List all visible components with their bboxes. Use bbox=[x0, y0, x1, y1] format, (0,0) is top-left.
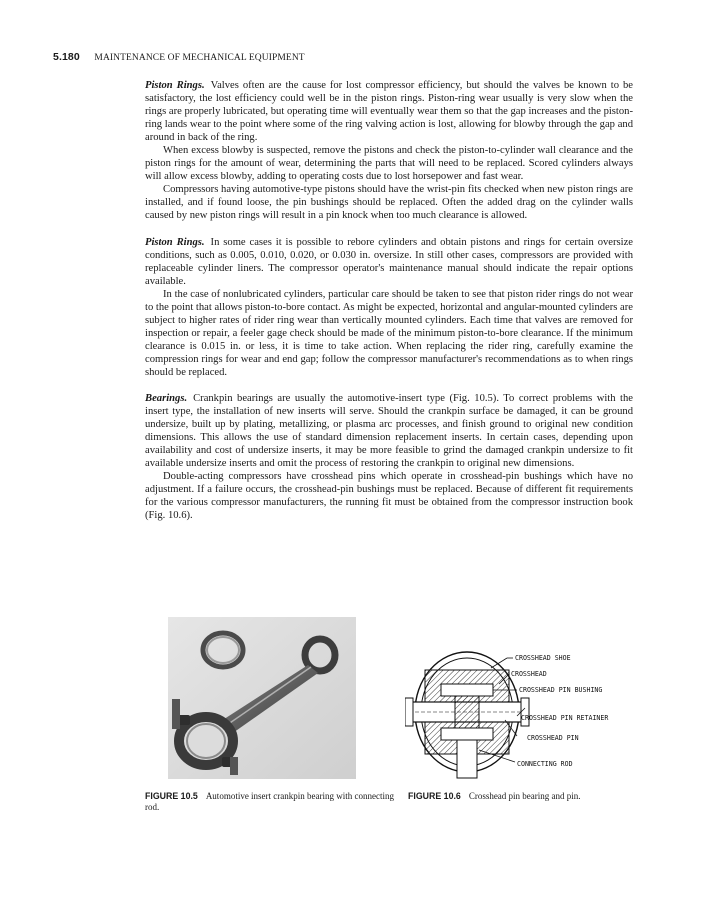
section-heading: Piston Rings. bbox=[145, 236, 205, 248]
figure-10-5-caption bbox=[145, 791, 395, 813]
connecting-rod-photo-icon bbox=[168, 617, 356, 779]
figure-10-5-photo bbox=[168, 617, 356, 779]
label-connecting-rod: CONNECTING ROD bbox=[517, 760, 573, 768]
section-bearings-para-1: Bearings. Crankpin bearings are usually the automotive-insert type (Fig. 10.5). To correct problems with the insert type, the installation of new inserts will serve. Should the crankpin surface be damaged, it can be ground undersize, built up by plating, metallizing, or plasma arc processes, and finish ground to original new condition dimensions. This allows the use of standard dimension replacement inserts. In certain cases, depending upon availability and cost of undersize inserts, it may be more feasible to grind the damaged crankpin undersize to fit available undersize inserts and omit the process of restoring the crankpin to original new dimensions. bbox=[145, 393, 633, 470]
crosshead-diagram-icon bbox=[405, 640, 635, 780]
figure-10-6-diagram bbox=[405, 640, 635, 780]
label-crosshead-pin-retainer: CROSSHEAD PIN RETAINER bbox=[521, 714, 609, 722]
section-piston-rings-2-para-1: Piston Rings. In some cases it is possible to rebore cylinders and obtain pistons and rings for certain oversize conditions, such as 0.005, 0.010, 0.020, or 0.030 in. oversize. In still other cases, compressors are provided with replaceable cylinder liners. The compressor operator's maintenance manual should indicate the repair options available. bbox=[145, 236, 633, 287]
figure-label: FIGURE 10.5 bbox=[145, 791, 198, 801]
label-crosshead-shoe: CROSSHEAD SHOE bbox=[515, 654, 571, 662]
paragraph: Double-acting compressors have crosshead pins which operate in crosshead-pin bushings which have no adjustment. If a failure occurs, the crosshead-pin bushings must be replaced. Because of different fit requirements for the various compressor manufacturers, the running fit must be obtained from the compressor instruction book (Fig. 10.6). bbox=[145, 471, 633, 522]
running-title: MAINTENANCE OF MECHANICAL EQUIPMENT bbox=[94, 53, 305, 63]
section-piston-rings-1-para-1: Piston Rings. Valves often are the cause for lost compressor efficiency, but should the valves be known to be satisfactory, the lost efficiency could well be in the piston rings. Piston-ring wear usually is very slow when the rings are properly lubricated, but operating time will eventually wear them so that the gap increases and the piston-ring lands wear to the point where some of the ring valving action is lost, allowing for blowby through the gap and around in back of the ring. bbox=[145, 80, 633, 144]
label-crosshead-pin-bushing: CROSSHEAD PIN BUSHING bbox=[519, 686, 603, 694]
label-crosshead-pin: CROSSHEAD PIN bbox=[527, 734, 579, 742]
figure-caption-text: Crosshead pin bearing and pin. bbox=[468, 791, 581, 801]
paragraph: Compressors having automotive-type pistons should have the wrist-pin fits checked when new piston rings are installed, and if found loose, the pin bushings should be replaced. Often the added drag on the cylinder walls caused by new piston rings will result in a pin knock when too much clearance is allowed. bbox=[145, 184, 633, 222]
paragraph: In the case of nonlubricated cylinders, particular care should be taken to see that piston rider rings do not wear to the point that allows piston-to-bore contact. As might be expected, horizontal and angular-mounted cylinders are subject to higher rates of rider ring wear than vertically mounted cylinders. Each time that valves are removed for inspection or repair, a feeler gage check should be made of the minimum piston-to-bore clearance. If the minimum clearance is 0.015 in. or less, it is time to take action. When replacing the rider ring, carefully examine the compression rings for wear and end gap; follow the compressor manufacturer's recommendations as to when rings should be replaced. bbox=[145, 288, 633, 378]
section-heading: Bearings. bbox=[145, 393, 188, 405]
running-header bbox=[53, 51, 305, 63]
figure-caption-text: Automotive insert crankpin bearing with connecting rod. bbox=[145, 791, 395, 812]
page-number: 5.180 bbox=[53, 51, 80, 63]
label-crosshead: CROSSHEAD bbox=[511, 670, 547, 678]
figure-label: FIGURE 10.6 bbox=[408, 791, 461, 801]
figure-10-6-caption bbox=[408, 791, 638, 802]
section-heading: Piston Rings. bbox=[145, 80, 205, 91]
body-text bbox=[145, 79, 633, 523]
paragraph: When excess blowby is suspected, remove the pistons and check the piston-to-cylinder wall clearance and the piston rings for the amount of wear, determining the parts that will need to be replaced. Scored cylinders always will allow excess blowby, adding to operating costs due to lost horsepower and fast wear. bbox=[145, 145, 633, 183]
